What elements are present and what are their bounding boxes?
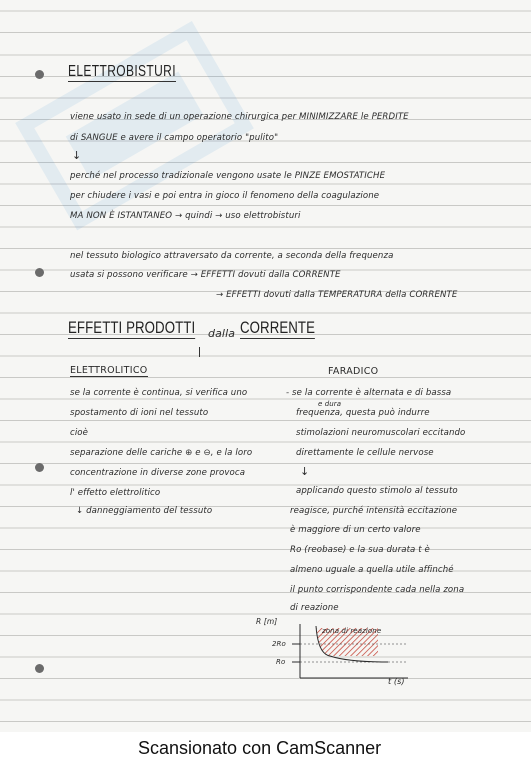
- scanner-footer-text: Scansionato con CamScanner: [138, 738, 382, 758]
- electrolytic-line: cioè: [70, 428, 89, 438]
- electrolytic-line: spostamento di ioni nel tessuto: [70, 408, 209, 418]
- electrolytic-line: ↓ danneggiamento del tessuto: [76, 506, 213, 516]
- faradic-line: reagisce, purché intensità eccitazione: [290, 506, 458, 516]
- intro-line-5: MA NON È ISTANTANEO → quindi → uso elettrobisturi: [70, 211, 301, 221]
- section-heading-part-3: CORRENTE: [240, 318, 316, 337]
- electrolytic-line: l' effetto elettrolitico: [70, 488, 161, 498]
- electrolytic-line: separazione delle cariche ⊕ e ⊖, e la loro: [70, 448, 253, 458]
- tissue-line-2: usata si possono verificare → EFFETTI dovuti dalla CORRENTE: [70, 270, 341, 280]
- binder-hole-icon: [35, 70, 44, 79]
- electrolytic-line: se la corrente è continua, si verifica uno: [70, 388, 248, 398]
- faradic-line: di reazione: [290, 603, 339, 613]
- intro-line-2: di SANGUE e avere il campo operatorio "pulito": [70, 133, 279, 143]
- graph-y-label: R [m]: [256, 617, 278, 626]
- intro-arrow: ↓: [72, 149, 82, 162]
- binder-hole-icon: [35, 268, 44, 277]
- faradic-line: applicando questo stimolo al tessuto: [296, 486, 458, 496]
- faradic-annotation: e dura: [318, 400, 342, 408]
- graph-zone-label: zona di reazione: [322, 627, 382, 635]
- faradic-line: - se la corrente è alternata e di bassa: [286, 388, 452, 398]
- faradic-arrow: ↓: [300, 465, 310, 478]
- graph-tick-2ro: 2Ro: [272, 640, 286, 648]
- faradic-line: è maggiore di un certo valore: [290, 525, 421, 535]
- section-heading-part-2: dalla: [208, 327, 236, 340]
- faradic-line: frequenza, questa può indurre: [296, 408, 430, 418]
- faradic-line: Ro (reobase) e la sua durata t è: [290, 545, 430, 555]
- intro-line-3: perché nel processo tradizionale vengono usate le PINZE EMOSTATICHE: [70, 171, 386, 181]
- electrolytic-line: concentrazione in diverse zone provoca: [70, 468, 246, 478]
- intro-line-1: viene usato in sede di un operazione chirurgica per MINIMIZZARE le PERDITE: [70, 112, 409, 122]
- intro-line-4: per chiudere i vasi e poi entra in gioco il fenomeno della coagulazione: [70, 191, 380, 201]
- binder-hole-icon: [35, 664, 44, 673]
- graph-x-label: t (s): [388, 677, 405, 686]
- divider-tick: [199, 347, 200, 357]
- tissue-line-3: → EFFETTI dovuti dalla TEMPERATURA della CORRENTE: [216, 290, 458, 300]
- page-title: ELETTROBISTURI: [68, 63, 176, 80]
- graph-tick-ro: Ro: [276, 658, 286, 666]
- faradic-title: FARADICO: [328, 366, 379, 377]
- tissue-line-1: nel tessuto biologico attraversato da corrente, a seconda della frequenza: [70, 251, 394, 261]
- faradic-line: direttamente le cellule nervose: [296, 448, 434, 458]
- faradic-line: il punto corrispondente cada nella zona: [290, 585, 465, 595]
- section-heading-part-1: EFFETTI PRODOTTI: [68, 318, 196, 337]
- faradic-line: stimolazioni neuromuscolari eccitando: [296, 428, 466, 438]
- electrolytic-title: ELETTROLITICO: [70, 365, 148, 376]
- faradic-line: almeno uguale a quella utile affinché: [290, 565, 454, 575]
- binder-hole-icon: [35, 463, 44, 472]
